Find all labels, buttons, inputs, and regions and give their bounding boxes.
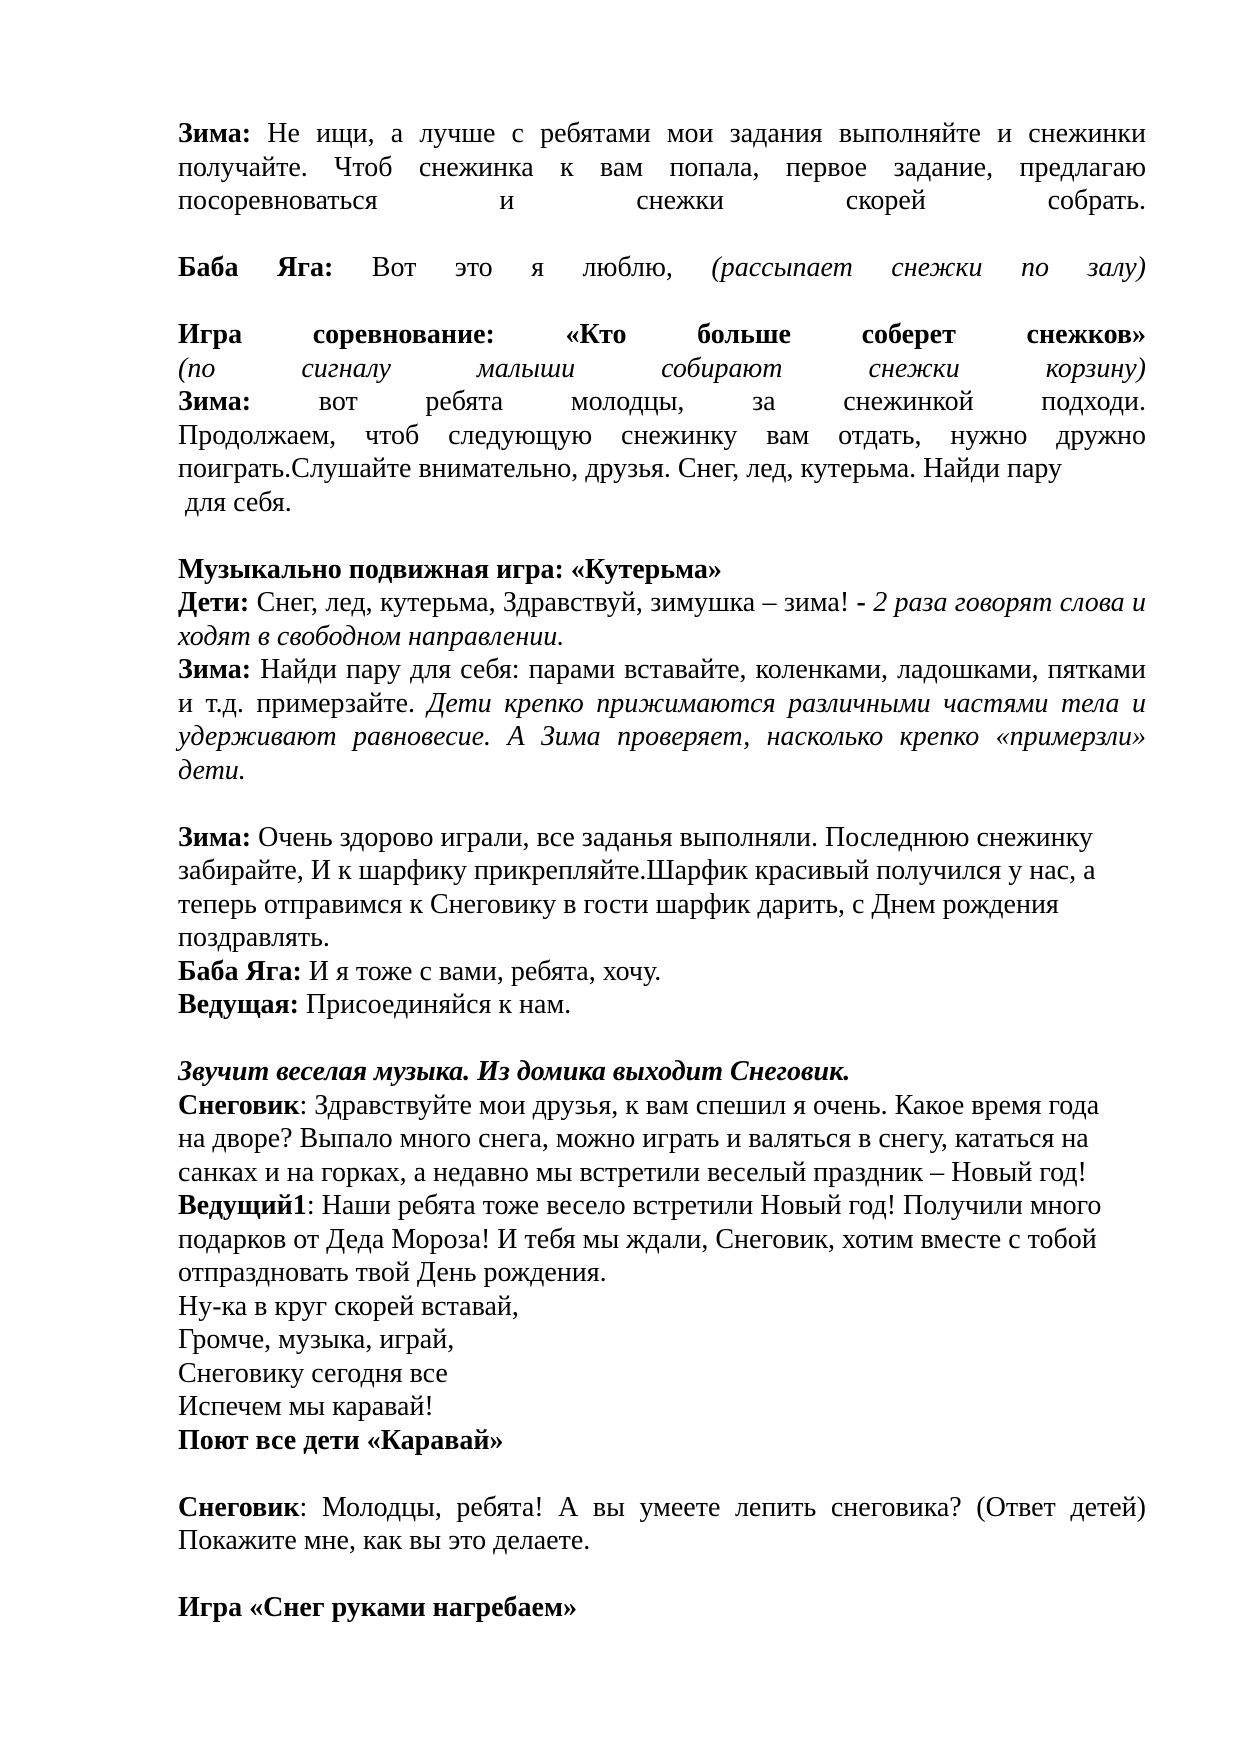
speaker-label: Зима: <box>178 118 252 149</box>
paragraph-zima-3: Зима: Найди пару для себя: парами вставайте, коленками, ладошками, пятками и т.д. примерзайте. Дети крепко прижимаются различными частями тела и удерживают равновесие. А Зима проверяет, насколько крепко «примерзли» дети. <box>178 654 1147 786</box>
paragraph-zima-2-line4: для себя. <box>185 486 292 518</box>
speaker-label: Зима: <box>178 821 252 853</box>
poem-line: Ну-ка в круг скорей вставай, <box>178 1290 519 1322</box>
speaker-label: Дети: <box>178 587 250 618</box>
speaker-label: Ведущий1 <box>178 1190 307 1221</box>
stage-direction: 2 раза говорят слова и ходят в свободном направлении. <box>178 587 1146 652</box>
poem-line: Громче, музыка, играй, <box>178 1324 455 1355</box>
paragraph-zima-2-line3: поиграть.Слушайте внимательно, друзья. Снег, лед, кутерьма. Найди пару <box>178 453 1063 484</box>
speaker-label: Снеговик <box>178 1491 300 1523</box>
game-heading-snow: Игра «Снег руками нагребаем» <box>178 1592 578 1623</box>
paragraph-snowman-1-line1: Снеговик: Здравствуйте мои друзья, к вам спешил я очень. Какое время года <box>178 1089 1100 1121</box>
paragraph-snowman-1-line2: на дворе? Выпало много снега, можно играть и валяться в снегу, кататься на <box>178 1123 1089 1154</box>
speaker-label: Зима: <box>178 386 252 417</box>
stage-direction-game1: (по сигналу малыши собирают снежки корзину) <box>178 352 1146 384</box>
paragraph-zima-2-line2: Продолжаем, чтоб следующую снежинку вам отдать, нужно дружно <box>178 419 1146 451</box>
song-heading: Поют все дети «Каравай» <box>178 1424 504 1456</box>
poem-line: Испечем мы каравай! <box>178 1391 434 1422</box>
paragraph-children: Дети: Снег, лед, кутерьма, Здравствуй, зимушка – зима! - 2 раза говорят слова и ходят в свободном направлении. <box>178 587 1146 652</box>
stage-direction: Дети крепко прижимаются различными частями тела и удерживают равновесие. А Зима проверяет, насколько крепко «примерзли» дети. <box>178 687 1146 786</box>
speaker-label: Баба Яга: <box>178 252 334 283</box>
game-heading-kuterma: Музыкально подвижная игра: «Кутерьма» <box>178 553 722 585</box>
speaker-label: Снеговик <box>178 1089 300 1121</box>
paragraph-zima-4-line3: теперь отправимся к Снеговику в гости шарфик дарить, с Днем рождения <box>178 888 1059 920</box>
game-heading-competition: Игра соревнование: «Кто больше соберет снежков» <box>178 319 1146 350</box>
speaker-label: Зима: <box>178 654 252 685</box>
speaker-label: Ведущая: <box>178 989 300 1020</box>
paragraph-host-2-line2: подарков от Деда Мороза! И тебя мы ждали, Снеговик, хотим вместе с тобой <box>178 1223 1097 1255</box>
paragraph-zima-2-line1: Зима: вот ребята молодцы, за снежинкой подходи. <box>178 386 1147 417</box>
paragraph-zima-1-line3: посоревноваться и снежки скорей собрать. <box>178 185 1146 216</box>
paragraph-host-2-line3: отпраздновать твой День рождения. <box>178 1257 607 1288</box>
paragraph-snowman-2-line2: Покажите мне, как вы это делаете. <box>178 1525 591 1556</box>
paragraph-host-2-line1: Ведущий1: Наши ребята тоже весело встретили Новый год! Получили много <box>178 1190 1102 1221</box>
speaker-label: Баба Яга: <box>178 955 302 987</box>
paragraph-snowman-2-line1: Снеговик: Молодцы, ребята! А вы умеете лепить снеговика? (Ответ детей) <box>178 1491 1146 1523</box>
paragraph-baba-yaga-2: Баба Яга: И я тоже с вами, ребята, хочу. <box>178 955 662 987</box>
paragraph-zima-4-line2: забирайте, И к шарфику прикрепляйте.Шарфик красивый получился у нас, а <box>178 855 1096 886</box>
paragraph-zima-4-line4: поздравлять. <box>178 922 330 953</box>
paragraph-zima-1-line1: Зима: Не ищи, а лучше с ребятами мои задания выполняйте и снежинки <box>178 118 1146 149</box>
paragraph-zima-1-line2: получайте. Чтоб снежинка к вам попала, первое задание, предлагаю <box>178 151 1146 183</box>
paragraph-baba-yaga-1: Баба Яга: Вот это я люблю, (рассыпает снежки по залу) <box>178 252 1146 283</box>
stage-direction: (рассыпает снежки по залу) <box>711 252 1146 283</box>
paragraph-snowman-1-line3: санках и на горках, а недавно мы встретили веселый праздник – Новый год! <box>178 1156 1087 1188</box>
poem-line: Снеговику сегодня все <box>178 1357 448 1389</box>
paragraph-zima-4-line1: Зима: Очень здорово играли, все заданья выполняли. Последнюю снежинку <box>178 821 1093 853</box>
document-body <box>178 117 1146 1625</box>
paragraph-host-1: Ведущая: Присоединяйся к нам. <box>178 989 572 1020</box>
stage-direction-snowman-enters: Звучит веселая музыка. Из домика выходит Снеговик. <box>178 1056 851 1087</box>
